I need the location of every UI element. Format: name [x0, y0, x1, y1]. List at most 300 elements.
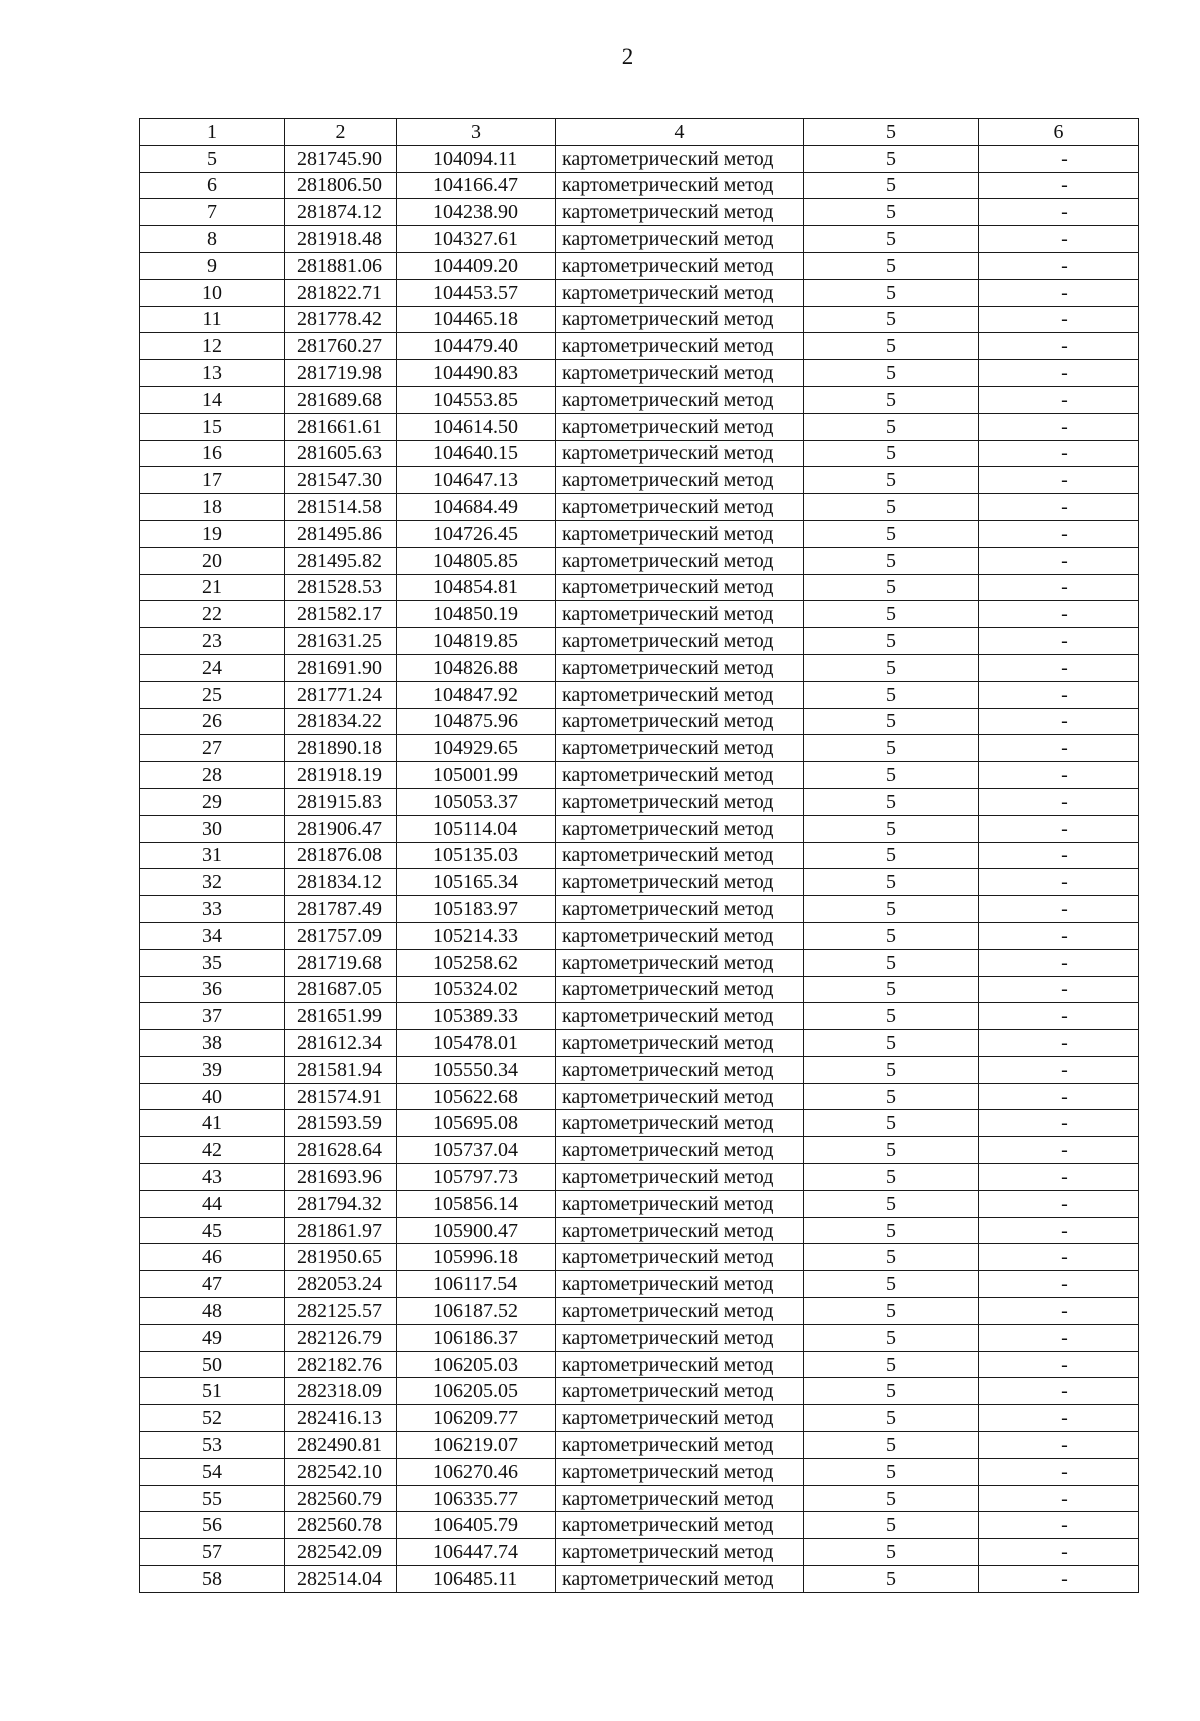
header-cell-4: 4 [556, 119, 804, 146]
cell-point-number: 6 [140, 172, 285, 199]
cell-accuracy: 5 [804, 440, 979, 467]
cell-x-coordinate: 281547.30 [285, 467, 397, 494]
cell-note [979, 1512, 1139, 1539]
table-row [140, 1566, 1139, 1593]
cell-x-coordinate: 281693.96 [285, 1164, 397, 1191]
cell-point-number: 56 [140, 1512, 285, 1539]
table-row [140, 306, 1139, 333]
cell-x-coordinate: 281689.68 [285, 386, 397, 413]
cell-accuracy: 5 [804, 762, 979, 789]
cell-accuracy: 5 [804, 252, 979, 279]
cell-method: картометрический метод [556, 1485, 804, 1512]
cell-accuracy: 5 [804, 815, 979, 842]
cell-note [979, 547, 1139, 574]
cell-y-coordinate: 106205.05 [397, 1378, 556, 1405]
cell-y-coordinate: 104854.81 [397, 574, 556, 601]
cell-y-coordinate: 106205.03 [397, 1351, 556, 1378]
cell-point-number: 37 [140, 1003, 285, 1030]
cell-y-coordinate: 105258.62 [397, 949, 556, 976]
cell-x-coordinate: 281822.71 [285, 279, 397, 306]
cell-accuracy: 5 [804, 1405, 979, 1432]
cell-x-coordinate: 282490.81 [285, 1432, 397, 1459]
note-dash: - [1061, 1273, 1068, 1296]
table-row [140, 842, 1139, 869]
cell-point-number: 15 [140, 413, 285, 440]
cell-note [979, 360, 1139, 387]
cell-y-coordinate: 106117.54 [397, 1271, 556, 1298]
cell-accuracy: 5 [804, 1164, 979, 1191]
cell-accuracy: 5 [804, 226, 979, 253]
note-dash: - [1061, 1139, 1068, 1162]
cell-method: картометрический метод [556, 842, 804, 869]
table-row [140, 788, 1139, 815]
cell-y-coordinate: 106187.52 [397, 1298, 556, 1325]
header-cell-3: 3 [397, 119, 556, 146]
cell-method: картометрический метод [556, 601, 804, 628]
note-dash: - [1061, 1299, 1068, 1322]
cell-method: картометрический метод [556, 386, 804, 413]
cell-note [979, 815, 1139, 842]
note-dash: - [1061, 1407, 1068, 1430]
cell-method: картометрический метод [556, 1405, 804, 1432]
cell-method: картометрический метод [556, 172, 804, 199]
cell-point-number: 52 [140, 1405, 285, 1432]
cell-accuracy: 5 [804, 1190, 979, 1217]
note-dash: - [1061, 1031, 1068, 1054]
cell-x-coordinate: 281719.68 [285, 949, 397, 976]
cell-method: картометрический метод [556, 1110, 804, 1137]
note-dash: - [1061, 1433, 1068, 1456]
cell-x-coordinate: 281582.17 [285, 601, 397, 628]
cell-accuracy: 5 [804, 1324, 979, 1351]
note-dash: - [1061, 1353, 1068, 1376]
cell-accuracy: 5 [804, 145, 979, 172]
cell-note [979, 681, 1139, 708]
cell-point-number: 10 [140, 279, 285, 306]
cell-accuracy: 5 [804, 574, 979, 601]
cell-y-coordinate: 106335.77 [397, 1485, 556, 1512]
note-dash: - [1061, 683, 1068, 706]
cell-method: картометрический метод [556, 1164, 804, 1191]
cell-point-number: 11 [140, 306, 285, 333]
cell-note [979, 922, 1139, 949]
cell-note [979, 386, 1139, 413]
cell-point-number: 24 [140, 654, 285, 681]
cell-y-coordinate: 105622.68 [397, 1083, 556, 1110]
cell-y-coordinate: 106485.11 [397, 1566, 556, 1593]
cell-accuracy: 5 [804, 547, 979, 574]
coordinates-table [139, 118, 1139, 1593]
cell-method: картометрический метод [556, 1003, 804, 1030]
cell-method: картометрический метод [556, 1378, 804, 1405]
note-dash: - [1061, 1058, 1068, 1081]
cell-y-coordinate: 106405.79 [397, 1512, 556, 1539]
note-dash: - [1061, 1085, 1068, 1108]
cell-accuracy: 5 [804, 1432, 979, 1459]
cell-accuracy: 5 [804, 735, 979, 762]
cell-y-coordinate: 104409.20 [397, 252, 556, 279]
cell-point-number: 58 [140, 1566, 285, 1593]
cell-note [979, 842, 1139, 869]
cell-point-number: 38 [140, 1030, 285, 1057]
cell-y-coordinate: 104614.50 [397, 413, 556, 440]
cell-x-coordinate: 281950.65 [285, 1244, 397, 1271]
note-dash: - [1061, 147, 1068, 170]
cell-point-number: 50 [140, 1351, 285, 1378]
cell-method: картометрический метод [556, 949, 804, 976]
table-row [140, 815, 1139, 842]
note-dash: - [1061, 1112, 1068, 1135]
note-dash: - [1061, 201, 1068, 224]
table-row [140, 252, 1139, 279]
cell-method: картометрический метод [556, 1271, 804, 1298]
note-dash: - [1061, 281, 1068, 304]
cell-note [979, 494, 1139, 521]
cell-x-coordinate: 281745.90 [285, 145, 397, 172]
cell-x-coordinate: 281495.82 [285, 547, 397, 574]
cell-method: картометрический метод [556, 574, 804, 601]
cell-method: картометрический метод [556, 1566, 804, 1593]
cell-y-coordinate: 106447.74 [397, 1539, 556, 1566]
cell-note [979, 1566, 1139, 1593]
cell-x-coordinate: 281605.63 [285, 440, 397, 467]
cell-method: картометрический метод [556, 1512, 804, 1539]
cell-method: картометрический метод [556, 976, 804, 1003]
cell-method: картометрический метод [556, 1458, 804, 1485]
table-row [140, 896, 1139, 923]
cell-point-number: 25 [140, 681, 285, 708]
cell-accuracy: 5 [804, 333, 979, 360]
cell-y-coordinate: 104490.83 [397, 360, 556, 387]
cell-accuracy: 5 [804, 1512, 979, 1539]
note-dash: - [1061, 764, 1068, 787]
table-row [140, 520, 1139, 547]
cell-y-coordinate: 105324.02 [397, 976, 556, 1003]
cell-x-coordinate: 281514.58 [285, 494, 397, 521]
cell-accuracy: 5 [804, 1539, 979, 1566]
cell-note [979, 869, 1139, 896]
table-row [140, 1485, 1139, 1512]
cell-x-coordinate: 281787.49 [285, 896, 397, 923]
cell-note [979, 1083, 1139, 1110]
cell-x-coordinate: 281806.50 [285, 172, 397, 199]
cell-point-number: 19 [140, 520, 285, 547]
note-dash: - [1061, 308, 1068, 331]
note-dash: - [1061, 1460, 1068, 1483]
cell-y-coordinate: 104453.57 [397, 279, 556, 306]
cell-accuracy: 5 [804, 654, 979, 681]
cell-method: картометрический метод [556, 1432, 804, 1459]
cell-method: картометрический метод [556, 413, 804, 440]
table-row [140, 762, 1139, 789]
cell-y-coordinate: 104850.19 [397, 601, 556, 628]
cell-y-coordinate: 104805.85 [397, 547, 556, 574]
cell-point-number: 47 [140, 1271, 285, 1298]
cell-note [979, 145, 1139, 172]
cell-point-number: 28 [140, 762, 285, 789]
cell-point-number: 31 [140, 842, 285, 869]
cell-y-coordinate: 104819.85 [397, 628, 556, 655]
cell-note [979, 306, 1139, 333]
cell-y-coordinate: 104166.47 [397, 172, 556, 199]
cell-note [979, 1244, 1139, 1271]
table-row [140, 1378, 1139, 1405]
cell-y-coordinate: 104847.92 [397, 681, 556, 708]
cell-x-coordinate: 281628.64 [285, 1137, 397, 1164]
cell-x-coordinate: 282182.76 [285, 1351, 397, 1378]
cell-x-coordinate: 281757.09 [285, 922, 397, 949]
cell-note [979, 1003, 1139, 1030]
note-dash: - [1061, 442, 1068, 465]
cell-y-coordinate: 105900.47 [397, 1217, 556, 1244]
cell-y-coordinate: 104826.88 [397, 654, 556, 681]
cell-accuracy: 5 [804, 1056, 979, 1083]
cell-accuracy: 5 [804, 922, 979, 949]
cell-point-number: 36 [140, 976, 285, 1003]
table-row [140, 681, 1139, 708]
cell-note [979, 199, 1139, 226]
cell-method: картометрический метод [556, 252, 804, 279]
cell-y-coordinate: 105695.08 [397, 1110, 556, 1137]
header-cell-6: 6 [979, 119, 1139, 146]
table-row [140, 654, 1139, 681]
cell-x-coordinate: 281691.90 [285, 654, 397, 681]
cell-note [979, 654, 1139, 681]
cell-y-coordinate: 105856.14 [397, 1190, 556, 1217]
cell-method: картометрический метод [556, 628, 804, 655]
cell-accuracy: 5 [804, 1110, 979, 1137]
cell-point-number: 23 [140, 628, 285, 655]
cell-note [979, 1378, 1139, 1405]
cell-accuracy: 5 [804, 842, 979, 869]
cell-accuracy: 5 [804, 601, 979, 628]
cell-point-number: 30 [140, 815, 285, 842]
cell-y-coordinate: 105183.97 [397, 896, 556, 923]
note-dash: - [1061, 1567, 1068, 1590]
cell-accuracy: 5 [804, 949, 979, 976]
cell-method: картометрический метод [556, 547, 804, 574]
note-dash: - [1061, 388, 1068, 411]
cell-x-coordinate: 281918.19 [285, 762, 397, 789]
cell-note [979, 333, 1139, 360]
note-dash: - [1061, 174, 1068, 197]
cell-note [979, 708, 1139, 735]
cell-method: картометрический метод [556, 869, 804, 896]
cell-note [979, 413, 1139, 440]
cell-method: картометрический метод [556, 360, 804, 387]
cell-y-coordinate: 105135.03 [397, 842, 556, 869]
cell-note [979, 735, 1139, 762]
cell-y-coordinate: 105797.73 [397, 1164, 556, 1191]
cell-x-coordinate: 281661.61 [285, 413, 397, 440]
cell-note [979, 1351, 1139, 1378]
cell-x-coordinate: 281890.18 [285, 735, 397, 762]
cell-y-coordinate: 104875.96 [397, 708, 556, 735]
cell-method: картометрический метод [556, 333, 804, 360]
cell-point-number: 48 [140, 1298, 285, 1325]
cell-x-coordinate: 282514.04 [285, 1566, 397, 1593]
table-row [140, 1217, 1139, 1244]
cell-x-coordinate: 281495.86 [285, 520, 397, 547]
table-row [140, 1137, 1139, 1164]
note-dash: - [1061, 549, 1068, 572]
cell-x-coordinate: 281918.48 [285, 226, 397, 253]
cell-point-number: 41 [140, 1110, 285, 1137]
header-row [140, 119, 1139, 146]
cell-point-number: 18 [140, 494, 285, 521]
note-dash: - [1061, 817, 1068, 840]
cell-method: картометрический метод [556, 520, 804, 547]
cell-note [979, 1137, 1139, 1164]
note-dash: - [1061, 1487, 1068, 1510]
table-header [140, 119, 1139, 146]
cell-point-number: 42 [140, 1137, 285, 1164]
cell-x-coordinate: 282318.09 [285, 1378, 397, 1405]
cell-method: картометрический метод [556, 815, 804, 842]
cell-accuracy: 5 [804, 628, 979, 655]
table-row [140, 949, 1139, 976]
table-row [140, 547, 1139, 574]
cell-x-coordinate: 281861.97 [285, 1217, 397, 1244]
cell-y-coordinate: 104929.65 [397, 735, 556, 762]
cell-accuracy: 5 [804, 708, 979, 735]
cell-point-number: 34 [140, 922, 285, 949]
cell-method: картометрический метод [556, 306, 804, 333]
cell-accuracy: 5 [804, 279, 979, 306]
cell-x-coordinate: 282053.24 [285, 1271, 397, 1298]
note-dash: - [1061, 1541, 1068, 1564]
cell-note [979, 1298, 1139, 1325]
table-row [140, 360, 1139, 387]
cell-point-number: 43 [140, 1164, 285, 1191]
cell-point-number: 17 [140, 467, 285, 494]
table-row [140, 1164, 1139, 1191]
cell-method: картометрический метод [556, 494, 804, 521]
cell-point-number: 20 [140, 547, 285, 574]
table-row [140, 1458, 1139, 1485]
cell-y-coordinate: 104465.18 [397, 306, 556, 333]
note-dash: - [1061, 978, 1068, 1001]
cell-y-coordinate: 105737.04 [397, 1137, 556, 1164]
table-row [140, 226, 1139, 253]
cell-point-number: 27 [140, 735, 285, 762]
note-dash: - [1061, 362, 1068, 385]
table-row [140, 413, 1139, 440]
cell-method: картометрический метод [556, 1324, 804, 1351]
table-row [140, 1244, 1139, 1271]
header-cell-1: 1 [140, 119, 285, 146]
cell-point-number: 49 [140, 1324, 285, 1351]
cell-x-coordinate: 281794.32 [285, 1190, 397, 1217]
cell-point-number: 7 [140, 199, 285, 226]
table-row [140, 1432, 1139, 1459]
cell-accuracy: 5 [804, 520, 979, 547]
cell-method: картометрический метод [556, 708, 804, 735]
cell-accuracy: 5 [804, 172, 979, 199]
cell-note [979, 1324, 1139, 1351]
cell-y-coordinate: 105214.33 [397, 922, 556, 949]
cell-accuracy: 5 [804, 467, 979, 494]
header-cell-2: 2 [285, 119, 397, 146]
cell-point-number: 35 [140, 949, 285, 976]
table-row [140, 386, 1139, 413]
cell-x-coordinate: 281834.12 [285, 869, 397, 896]
cell-note [979, 1217, 1139, 1244]
table-row [140, 1190, 1139, 1217]
table-row [140, 172, 1139, 199]
cell-accuracy: 5 [804, 199, 979, 226]
cell-x-coordinate: 281771.24 [285, 681, 397, 708]
cell-method: картометрический метод [556, 279, 804, 306]
table-row [140, 1056, 1139, 1083]
table-row [140, 279, 1139, 306]
note-dash: - [1061, 656, 1068, 679]
cell-point-number: 45 [140, 1217, 285, 1244]
cell-method: картометрический метод [556, 788, 804, 815]
cell-x-coordinate: 281834.22 [285, 708, 397, 735]
cell-point-number: 40 [140, 1083, 285, 1110]
cell-note [979, 1405, 1139, 1432]
cell-method: картометрический метод [556, 922, 804, 949]
cell-y-coordinate: 104327.61 [397, 226, 556, 253]
table-row [140, 440, 1139, 467]
note-dash: - [1061, 1165, 1068, 1188]
cell-y-coordinate: 105001.99 [397, 762, 556, 789]
cell-accuracy: 5 [804, 788, 979, 815]
note-dash: - [1061, 951, 1068, 974]
cell-y-coordinate: 105550.34 [397, 1056, 556, 1083]
cell-x-coordinate: 282542.09 [285, 1539, 397, 1566]
cell-note [979, 1458, 1139, 1485]
cell-method: картометрический метод [556, 1217, 804, 1244]
cell-x-coordinate: 281760.27 [285, 333, 397, 360]
cell-method: картометрический метод [556, 681, 804, 708]
cell-note [979, 279, 1139, 306]
table-row [140, 467, 1139, 494]
cell-y-coordinate: 106186.37 [397, 1324, 556, 1351]
table-row [140, 1271, 1139, 1298]
cell-y-coordinate: 106270.46 [397, 1458, 556, 1485]
cell-point-number: 33 [140, 896, 285, 923]
note-dash: - [1061, 254, 1068, 277]
cell-point-number: 26 [140, 708, 285, 735]
cell-x-coordinate: 281687.05 [285, 976, 397, 1003]
cell-note [979, 1164, 1139, 1191]
cell-x-coordinate: 281906.47 [285, 815, 397, 842]
note-dash: - [1061, 603, 1068, 626]
table-row [140, 1351, 1139, 1378]
cell-note [979, 172, 1139, 199]
cell-note [979, 252, 1139, 279]
cell-x-coordinate: 282126.79 [285, 1324, 397, 1351]
cell-x-coordinate: 282560.78 [285, 1512, 397, 1539]
cell-point-number: 22 [140, 601, 285, 628]
cell-accuracy: 5 [804, 869, 979, 896]
cell-accuracy: 5 [804, 1003, 979, 1030]
table-row [140, 1298, 1139, 1325]
cell-point-number: 21 [140, 574, 285, 601]
cell-y-coordinate: 104094.11 [397, 145, 556, 172]
note-dash: - [1061, 1380, 1068, 1403]
cell-note [979, 788, 1139, 815]
cell-note [979, 1271, 1139, 1298]
cell-x-coordinate: 281719.98 [285, 360, 397, 387]
table-row [140, 494, 1139, 521]
table-row [140, 1324, 1139, 1351]
cell-y-coordinate: 105053.37 [397, 788, 556, 815]
note-dash: - [1061, 924, 1068, 947]
cell-x-coordinate: 281876.08 [285, 842, 397, 869]
